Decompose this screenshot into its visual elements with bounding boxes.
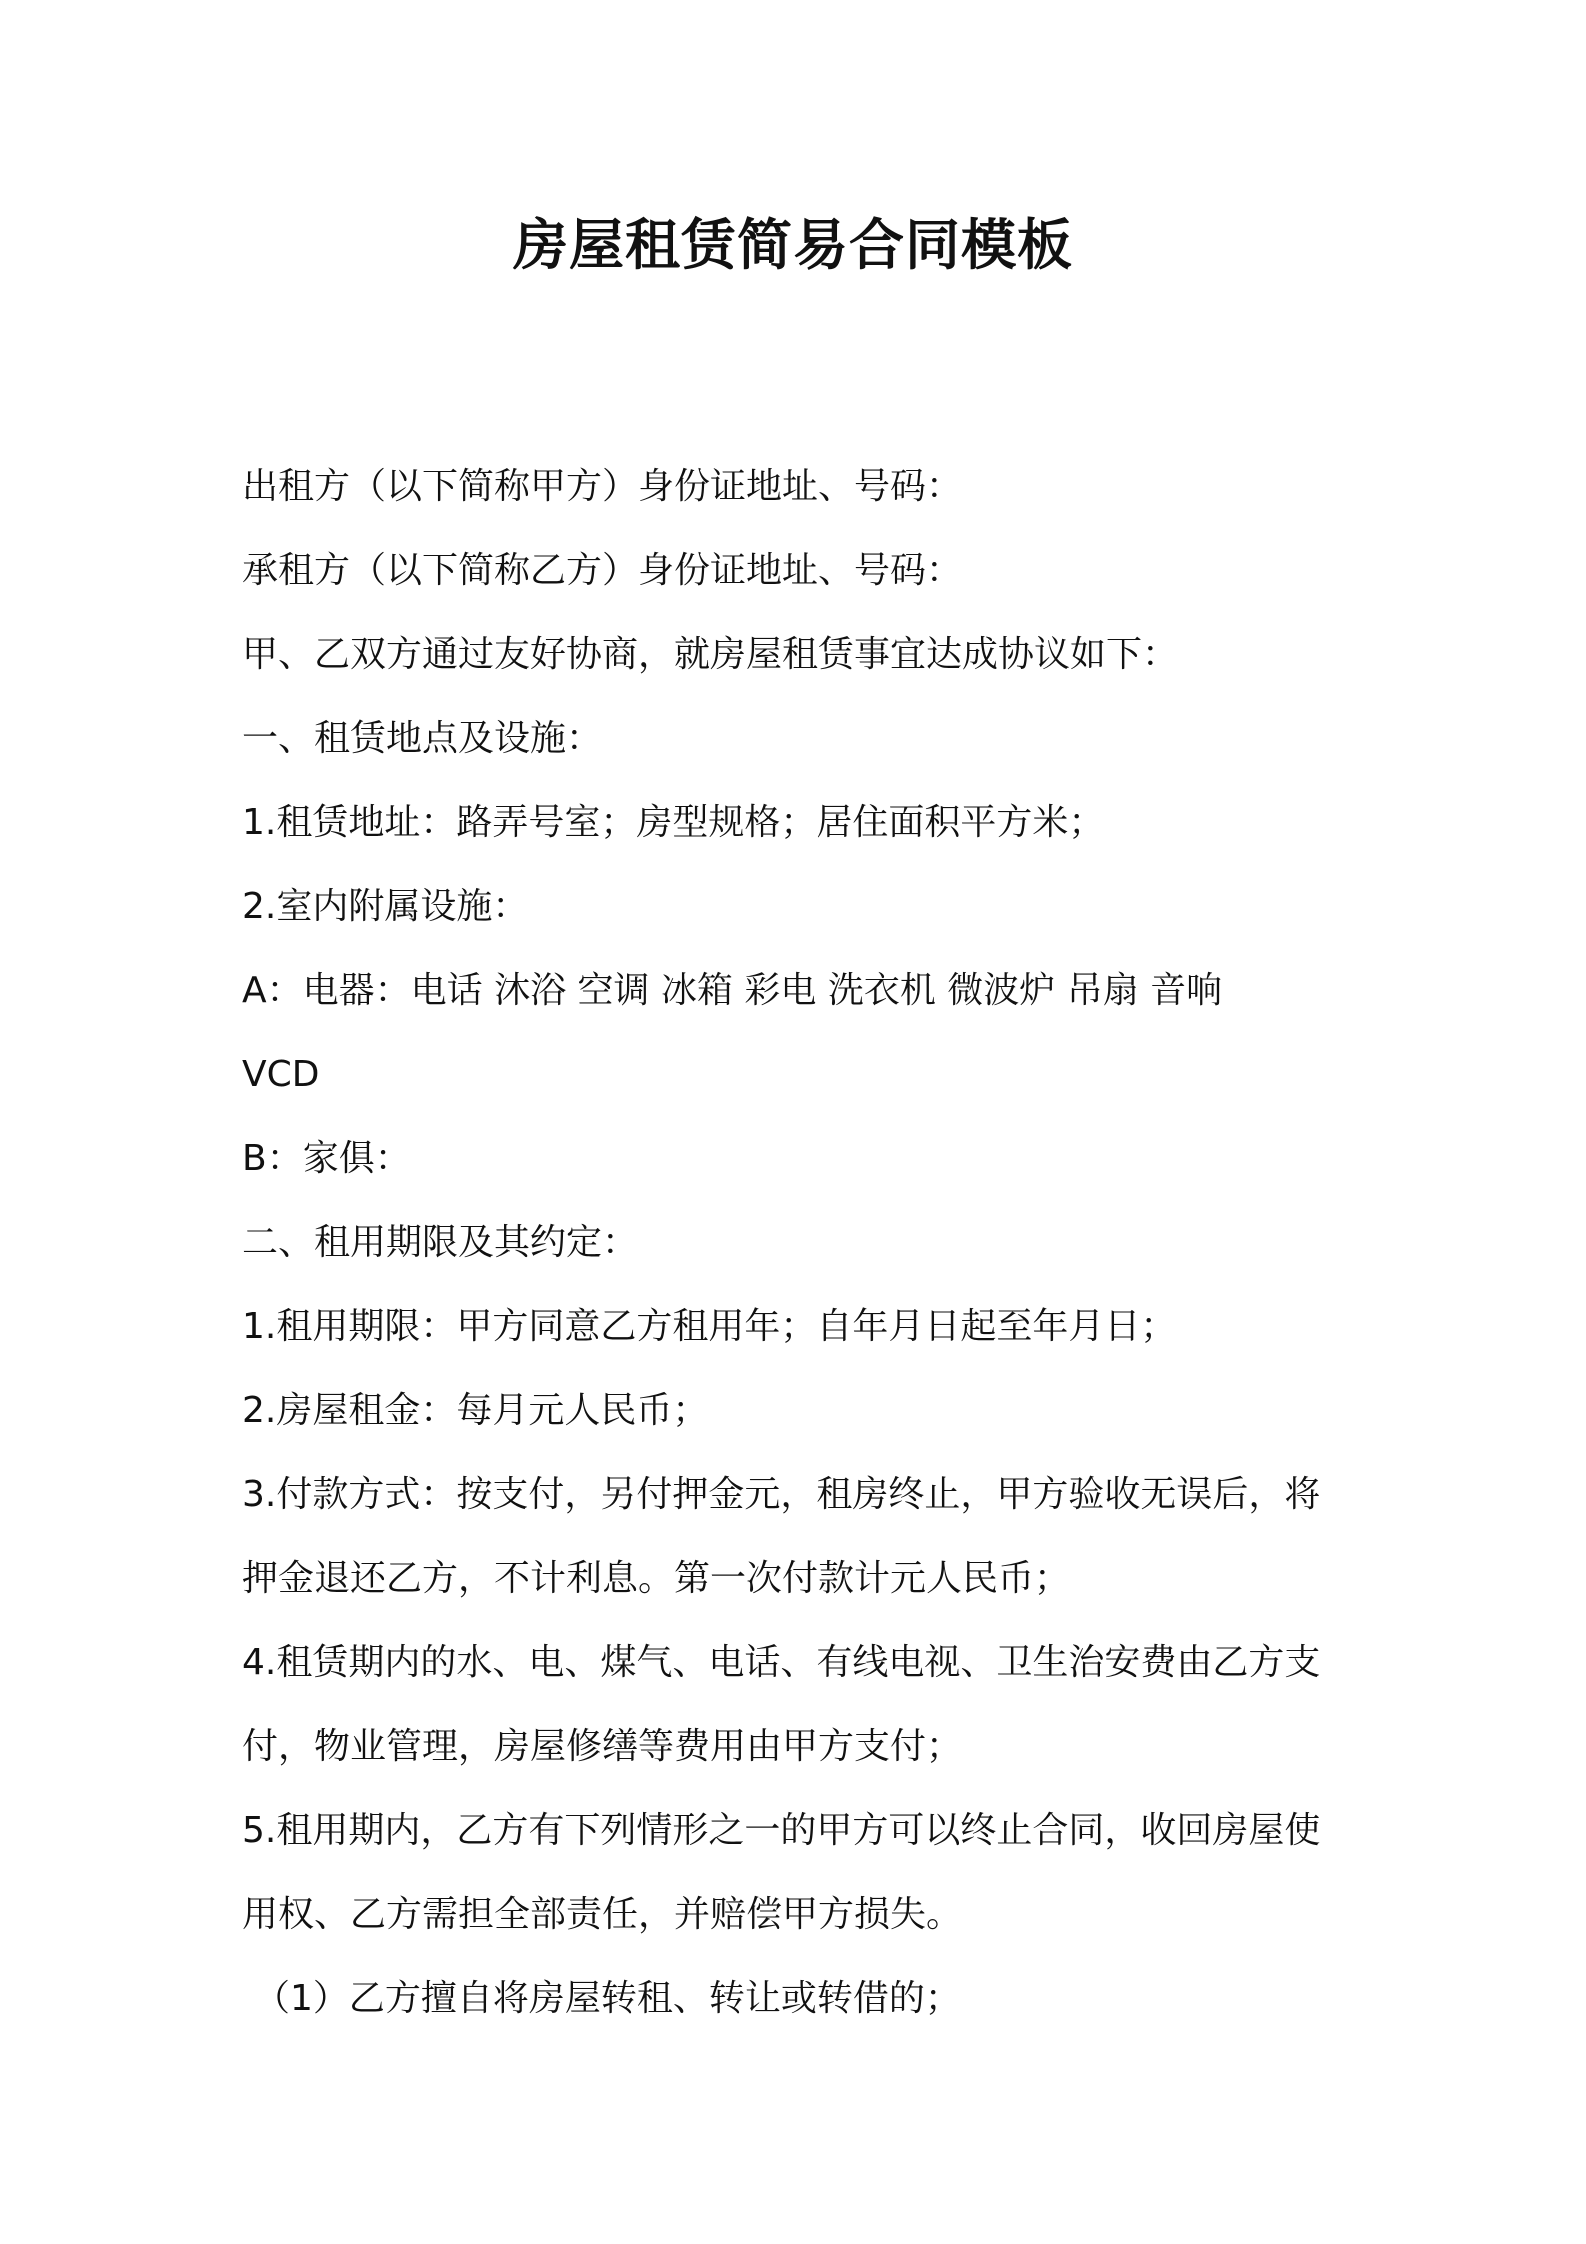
- furniture-line: B：家俱：: [242, 1138, 411, 1179]
- lessee-line: 承租方（以下简称乙方）身份证地址、号码：: [242, 550, 963, 591]
- document-title: 房屋租赁简易合同模板: [512, 213, 1073, 277]
- clause-line-continued: 押金退还乙方，不计利息。第一次付款计元人民币；: [242, 1558, 1071, 1599]
- clause-line: 1.租赁地址：路弄号室；房型规格；居住面积平方米；: [242, 802, 1105, 843]
- clause-line: 5.租用期内，乙方有下列情形之一的甲方可以终止合同，收回房屋使: [242, 1810, 1321, 1851]
- clause-line: 2.房屋租金：每月元人民币；: [242, 1390, 709, 1431]
- document-body: [242, 445, 1372, 2041]
- clause-line: 2.室内附属设施：: [242, 886, 529, 927]
- section-heading: 二、租用期限及其约定：: [242, 1222, 639, 1263]
- section-heading: 一、租赁地点及设施：: [242, 718, 603, 759]
- appliances-line: A：电器：电话 沐浴 空调 冰箱 彩电 洗衣机 微波炉 吊扇 音响: [242, 970, 1223, 1011]
- agreement-intro-line: 甲、乙双方通过友好协商，就房屋租赁事宜达成协议如下：: [242, 634, 1179, 675]
- clause-line-continued: 用权、乙方需担全部责任，并赔偿甲方损失。: [242, 1894, 963, 1935]
- appliances-line-continued: VCD: [242, 1054, 320, 1095]
- clause-line-continued: 付，物业管理，房屋修缮等费用由甲方支付；: [242, 1726, 963, 1767]
- sub-clause-line: （1）乙方擅自将房屋转租、转让或转借的；: [254, 1978, 961, 2019]
- clause-line: 3.付款方式：按支付，另付押金元，租房终止，甲方验收无误后，将: [242, 1474, 1321, 1515]
- lessor-line: 出租方（以下简称甲方）身份证地址、号码：: [242, 466, 963, 507]
- clause-line: 4.租赁期内的水、电、煤气、电话、有线电视、卫生治安费由乙方支: [242, 1642, 1321, 1683]
- clause-line: 1.租用期限：甲方同意乙方租用年；自年月日起至年月日；: [242, 1306, 1177, 1347]
